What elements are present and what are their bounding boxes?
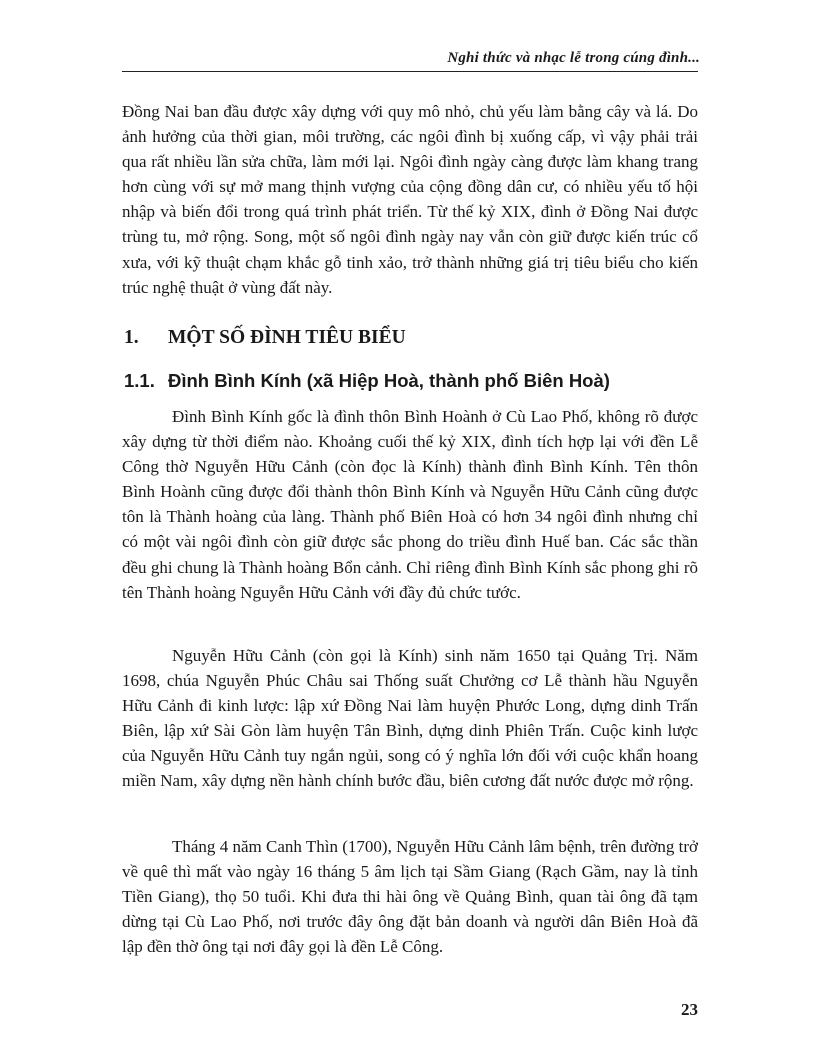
subsection-title: Đình Bình Kính (xã Hiệp Hoà, thành phố Biên Hoà) [168, 370, 610, 391]
page-number: 23 [681, 1000, 698, 1019]
body-paragraph-3-block [122, 834, 698, 959]
section-title: MỘT SỐ ĐÌNH TIÊU BIỂU [168, 327, 406, 348]
header-rule [122, 71, 698, 72]
section-number: 1. [124, 327, 139, 348]
body-paragraph: Nguyễn Hữu Cảnh (còn gọi là Kính) sinh năm 1650 tại Quảng Trị. Năm 1698, chúa Nguyễn Phúc Châu sai Thống suất Chưởng cơ Lễ thành hầu Nguyễn Hữu Cảnh đi kinh lược: lập xứ Đồng Nai làm huyện Phước Long, dựng dinh Trấn Biên, lập xứ Sài Gòn làm huyện Tân Bình, dựng dinh Phiên Trấn. Cuộc kinh lược của Nguyễn Hữu Cảnh tuy ngắn ngủi, song có ý nghĩa lớn đối với cuộc khẩn hoang miền Nam, xây dựng nền hành chính bước đầu, biên cương đất nước được mở rộng. [122, 646, 698, 791]
subsection-heading [124, 370, 610, 392]
running-header-title: Nghi thức và nhạc lễ trong cúng đình... [447, 50, 700, 66]
intro-paragraph: Đồng Nai ban đầu được xây dựng với quy mô nhỏ, chủ yếu làm bằng cây và lá. Do ảnh hưởng của thời gian, môi trường, các ngôi đình bị xuống cấp, vì vậy phải trải qua rất nhiều lần sửa chữa, làm mới lại. Ngôi đình ngày càng được làm khang trang hơn cùng với sự mở mang thịnh vượng của cộng đồng dân cư, có nhiều yếu tố hội nhập và biến đổi trong quá trình phát triển. Từ thế kỷ XIX, đình ở Đồng Nai được trùng tu, mở rộng. Song, một số ngôi đình ngày nay vẫn còn giữ được kiến trúc cổ xưa, với kỹ thuật chạm khắc gỗ tinh xảo, trở thành những giá trị tiêu biểu cho kiến trúc nghệ thuật ở vùng đất này. [122, 102, 698, 297]
body-paragraph: Đình Bình Kính gốc là đình thôn Bình Hoành ở Cù Lao Phố, không rõ được xây dựng từ thời điểm nào. Khoảng cuối thế kỷ XIX, đình tích hợp lại với đền Lễ Công thờ Nguyễn Hữu Cảnh (còn đọc là Kính) thành đình Bình Kính. Tên thôn Bình Hoành cũng được đổi thành thôn Bình Kính và Nguyễn Hữu Cảnh cũng được tôn là Thành hoàng của làng. Thành phố Biên Hoà có hơn 34 ngôi đình nhưng chỉ có một vài ngôi đình còn giữ được sắc phong do triều đình Huế ban. Các sắc thần đều ghi chung là Thành hoàng Bổn cảnh. Chỉ riêng đình Bình Kính sắc phong ghi rõ tên Thành hoàng Nguyễn Hữu Cảnh với đầy đủ chức tước. [122, 407, 698, 602]
body-paragraph: Tháng 4 năm Canh Thìn (1700), Nguyễn Hữu Cảnh lâm bệnh, trên đường trở về quê thì mất vào ngày 16 tháng 5 âm lịch tại Sầm Giang (Rạch Gầm, nay là tỉnh Tiền Giang), thọ 50 tuổi. Khi đưa thi hài ông về Quảng Bình, quan tài ông đã tạm dừng tại Cù Lao Phố, nơi trước đây ông đặt bản doanh và người dân Biên Hoà đã lập đền thờ ông tại nơi đây gọi là đền Lễ Công. [122, 837, 698, 957]
body-paragraph-1-block [122, 404, 698, 605]
section-heading [124, 327, 406, 349]
subsection-number: 1.1. [124, 370, 155, 391]
intro-block [122, 99, 698, 300]
body-paragraph-2-block [122, 643, 698, 794]
